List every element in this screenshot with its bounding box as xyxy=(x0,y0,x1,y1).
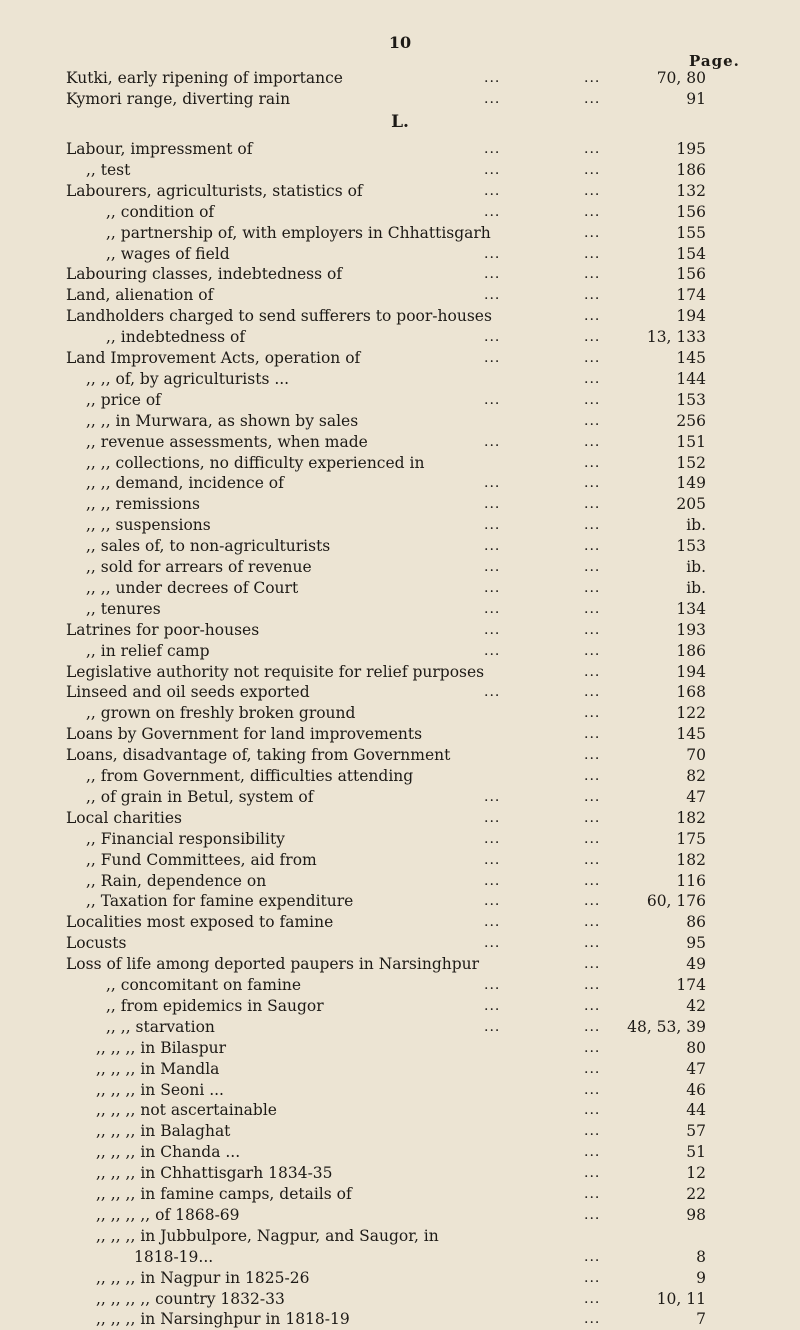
entry-text: ,, ,, ,, not ascertainable xyxy=(96,1101,277,1120)
leader-dots: ... xyxy=(484,329,501,346)
entry-page-ref: 144 xyxy=(676,369,706,388)
entry-page-ref: 91 xyxy=(686,89,706,108)
leader-dots: ... xyxy=(584,1290,601,1307)
leader-dots: ... xyxy=(584,935,601,952)
entry-text: ,, ,, ,, in famine camps, details of xyxy=(96,1185,352,1203)
index-entry xyxy=(0,1080,800,1101)
leader-dots: ... xyxy=(584,370,601,387)
leader-dots: ... xyxy=(484,496,501,513)
leader-dots: ... xyxy=(484,245,501,262)
leader-dots: ... xyxy=(584,1144,601,1161)
index-entry xyxy=(0,662,800,683)
leader-dots: ... xyxy=(584,621,601,638)
entry-text: ,, ,, ,, ,, of 1868-69 xyxy=(96,1205,240,1224)
entry-page-ref: 151 xyxy=(676,432,706,451)
index-entry xyxy=(0,599,800,620)
entry-page-ref: 174 xyxy=(676,286,706,305)
index-entry xyxy=(0,1289,800,1310)
leader-dots: ... xyxy=(584,90,601,107)
index-entry xyxy=(0,306,800,327)
leader-dots: ... xyxy=(584,308,601,325)
leader-dots: ... xyxy=(584,663,601,680)
entry-page-ref: 116 xyxy=(676,871,706,890)
entry-page-ref: 10, 11 xyxy=(656,1289,706,1308)
leader-dots: ... xyxy=(484,203,501,220)
index-entry xyxy=(0,682,800,703)
entry-text: ,, Financial responsibility xyxy=(86,829,285,848)
index-entry xyxy=(0,1247,800,1268)
entry-text: Loans by Government for land improvements xyxy=(66,725,423,744)
entry-text: Land Improvement Acts, operation of xyxy=(66,349,361,367)
entry-page-ref: 149 xyxy=(676,474,706,493)
leader-dots: ... xyxy=(484,90,501,107)
entry-page-ref: 46 xyxy=(686,1080,706,1099)
entry-page-ref: 122 xyxy=(676,704,706,723)
entry-page-ref: 153 xyxy=(676,390,706,409)
entry-text: ,, Fund Committees, aid from xyxy=(86,850,317,869)
entry-text: ,, ,, ,, in Jubbulpore, Nagpur, and Saugor, in xyxy=(96,1226,439,1245)
leader-dots: ... xyxy=(484,684,501,701)
leader-dots: ... xyxy=(584,768,601,784)
leader-dots: ... xyxy=(584,1018,601,1035)
entry-page-ref: 186 xyxy=(676,160,706,179)
index-entry xyxy=(0,620,800,641)
leader-dots: ... xyxy=(484,1018,501,1035)
entry-page-ref: 145 xyxy=(676,725,706,744)
index-entry xyxy=(0,223,800,244)
leader-dots: ... xyxy=(584,391,601,408)
entry-text: ,, ,, ,, in Seoni ... xyxy=(96,1080,224,1099)
leader-dots: ... xyxy=(584,684,601,701)
index-entry xyxy=(0,1309,800,1330)
entry-page-ref: 86 xyxy=(686,913,706,932)
entry-page-ref: 195 xyxy=(676,140,706,158)
index-entry xyxy=(0,285,800,306)
leader-dots: ... xyxy=(584,161,601,178)
leader-dots: ... xyxy=(584,600,601,617)
index-entry xyxy=(0,912,800,933)
leader-dots: ... xyxy=(584,70,601,86)
leader-dots: ... xyxy=(584,1311,601,1328)
entry-text: ,, ,, demand, incidence of xyxy=(86,474,284,493)
entry-text: Locusts xyxy=(66,934,127,953)
index-entry xyxy=(0,891,800,912)
entry-page-ref: 168 xyxy=(676,683,706,702)
index-entry xyxy=(0,139,800,160)
leader-dots: ... xyxy=(584,788,601,805)
leader-dots: ... xyxy=(484,914,501,931)
index-entry xyxy=(0,181,800,202)
entry-page-ref: 256 xyxy=(676,411,706,430)
entry-text: ,, wages of field xyxy=(106,244,230,263)
leader-dots: ... xyxy=(484,893,501,910)
entry-text: ,, ,, ,, in Bilaspur xyxy=(96,1038,227,1057)
index-entry xyxy=(0,724,800,745)
entry-text: Loans, disadvantage of, taking from Government xyxy=(66,746,451,765)
leader-dots: ... xyxy=(584,141,601,157)
leader-dots: ... xyxy=(484,809,501,826)
leader-dots: ... xyxy=(584,956,601,973)
leader-dots: ... xyxy=(584,559,601,575)
entry-text: ,, from epidemics in Saugor xyxy=(106,996,324,1015)
index-entry xyxy=(0,871,800,892)
entry-text: ,, sold for arrears of revenue xyxy=(86,558,312,576)
entry-page-ref: 155 xyxy=(676,223,706,242)
index-entry xyxy=(0,348,800,369)
entry-text: ,, revenue assessments, when made xyxy=(86,432,368,451)
index-entry xyxy=(0,264,800,285)
leader-dots: ... xyxy=(484,538,501,555)
entry-page-ref: 182 xyxy=(676,850,706,869)
leader-dots: ... xyxy=(584,329,601,346)
entry-text: ,, condition of xyxy=(106,202,215,221)
index-entry xyxy=(0,411,800,432)
index-entry xyxy=(0,641,800,662)
entry-text: Legislative authority not requisite for relief purposes xyxy=(66,662,485,681)
leader-dots: ... xyxy=(484,600,501,617)
entry-text: ,, ,, ,, ,, country 1832-33 xyxy=(96,1289,285,1308)
index-entry xyxy=(0,494,800,515)
entry-text: ,, ,, starvation xyxy=(106,1017,215,1036)
leader-dots: ... xyxy=(584,203,601,220)
index-entry xyxy=(0,933,800,954)
index-entry xyxy=(0,453,800,474)
entry-page-ref: 48, 53, 39 xyxy=(627,1017,706,1036)
entry-text: ,, grown on freshly broken ground xyxy=(86,704,356,723)
entry-page-ref: 153 xyxy=(676,537,706,556)
entry-page-ref: 8 xyxy=(696,1247,706,1266)
entry-text: ,, ,, ,, in Mandla xyxy=(96,1059,220,1078)
entry-text: ,, in relief camp xyxy=(86,641,210,660)
leader-dots: ... xyxy=(584,893,601,910)
leader-dots: ... xyxy=(484,287,501,304)
index-entry xyxy=(0,432,800,453)
entry-page-ref: 132 xyxy=(676,181,706,200)
leader-dots: ... xyxy=(584,1060,601,1077)
entry-page-ref: 156 xyxy=(676,202,706,221)
entry-text: ,, ,, suspensions xyxy=(86,516,211,535)
entry-text: ,, ,, under decrees of Court xyxy=(86,578,299,597)
index-entry xyxy=(0,787,800,808)
entry-page-ref: 95 xyxy=(686,934,706,953)
entry-text: ,, ,, remissions xyxy=(86,495,200,514)
leader-dots: ... xyxy=(584,747,601,764)
index-entry xyxy=(0,202,800,223)
leader-dots: ... xyxy=(584,1269,601,1286)
entry-text: ,, ,, in Murwara, as shown by sales xyxy=(86,411,359,430)
leader-dots: ... xyxy=(584,705,601,722)
entry-text: Labourers, agriculturists, statistics of xyxy=(66,181,363,200)
leader-dots: ... xyxy=(584,1081,601,1098)
entry-text: ,, tenures xyxy=(86,599,161,618)
entry-text: Landholders charged to send sufferers to poor-houses xyxy=(66,307,492,326)
leader-dots: ... xyxy=(484,579,501,596)
leader-dots: ... xyxy=(584,496,601,513)
leader-dots: ... xyxy=(484,70,501,86)
leader-dots: ... xyxy=(584,1165,601,1182)
entry-page-ref: 13, 133 xyxy=(646,328,706,347)
index-entry xyxy=(0,745,800,766)
entry-text: ,, price of xyxy=(86,390,161,409)
index-entry xyxy=(0,829,800,850)
leader-dots: ... xyxy=(484,475,501,492)
section-letter: L. xyxy=(391,112,409,132)
index-entry xyxy=(0,1121,800,1142)
entry-text: Localities most exposed to famine xyxy=(66,913,334,932)
leader-dots: ... xyxy=(584,517,601,534)
index-entry xyxy=(0,1017,800,1038)
index-entry xyxy=(0,808,800,829)
entry-page-ref: 42 xyxy=(686,996,706,1015)
entry-page-ref: 57 xyxy=(686,1122,706,1141)
entry-text: ,, of grain in Betul, system of xyxy=(86,787,314,806)
index-entry xyxy=(0,703,800,724)
index-entry xyxy=(0,244,800,265)
entry-page-ref: 186 xyxy=(676,641,706,660)
index-entry xyxy=(0,68,800,89)
entry-page-ref: 175 xyxy=(676,829,706,848)
leader-dots: ... xyxy=(584,454,601,471)
entry-page-ref: 205 xyxy=(676,495,706,514)
entry-page-ref: 51 xyxy=(686,1143,706,1162)
leader-dots: ... xyxy=(484,433,501,450)
leader-dots: ... xyxy=(584,350,601,366)
entry-text: Land, alienation of xyxy=(66,286,214,305)
entry-text: Loss of life among deported paupers in Narsinghpur xyxy=(66,955,480,974)
leader-dots: ... xyxy=(484,621,501,638)
entry-page-ref: 145 xyxy=(676,349,706,367)
entry-page-ref: 134 xyxy=(676,599,706,618)
leader-dots: ... xyxy=(584,579,601,596)
entry-page-ref: ib. xyxy=(686,578,706,597)
entry-text: ,, ,, of, by agriculturists ... xyxy=(86,369,290,388)
index-entry xyxy=(0,515,800,536)
index-entry xyxy=(0,578,800,599)
leader-dots: ... xyxy=(584,809,601,826)
entry-text: ,, ,, ,, in Balaghat xyxy=(96,1122,231,1141)
leader-dots: ... xyxy=(584,1039,601,1056)
index-entry xyxy=(0,557,800,578)
entry-page-ref: 156 xyxy=(676,265,706,284)
entry-text: ,, ,, ,, in Narsinghpur in 1818-19 xyxy=(96,1310,350,1329)
index-entry xyxy=(0,536,800,557)
entry-text: ,, partnership of, with employers in Chhattisgarh xyxy=(106,223,491,242)
leader-dots: ... xyxy=(484,997,501,1014)
index-entry xyxy=(0,1226,800,1247)
entry-page-ref: 182 xyxy=(676,808,706,827)
index-entry xyxy=(0,1059,800,1080)
entry-text: ,, concomitant on famine xyxy=(106,976,302,994)
index-entry xyxy=(0,390,800,411)
entry-text: Local charities xyxy=(66,808,183,827)
entry-page-ref: 193 xyxy=(676,620,706,639)
leader-dots: ... xyxy=(584,1186,601,1202)
leader-dots: ... xyxy=(484,851,501,868)
entry-page-ref: 70, 80 xyxy=(656,69,706,87)
entry-page-ref: 174 xyxy=(676,976,706,994)
page-column-header: Page. xyxy=(689,52,740,70)
entry-page-ref: 80 xyxy=(686,1038,706,1057)
leader-dots: ... xyxy=(484,350,501,366)
leader-dots: ... xyxy=(584,997,601,1014)
leader-dots: ... xyxy=(584,1248,601,1265)
index-entry xyxy=(0,954,800,975)
entry-page-ref: 22 xyxy=(686,1185,706,1203)
entry-text: ,, test xyxy=(86,160,131,179)
index-entry xyxy=(0,89,800,110)
leader-dots: ... xyxy=(584,642,601,659)
index-entry xyxy=(0,850,800,871)
leader-dots: ... xyxy=(484,517,501,534)
entry-page-ref: 152 xyxy=(676,453,706,472)
index-entry xyxy=(0,160,800,181)
entry-page-ref: 49 xyxy=(686,955,706,974)
entry-page-ref: 82 xyxy=(686,767,706,785)
entry-text: 1818-19... xyxy=(134,1247,214,1266)
leader-dots: ... xyxy=(584,287,601,304)
entry-page-ref: 98 xyxy=(686,1205,706,1224)
index-entry xyxy=(0,327,800,348)
entry-text: Labour, impressment of xyxy=(66,140,253,158)
leader-dots: ... xyxy=(584,412,601,429)
entry-text: ,, Taxation for famine expenditure xyxy=(86,892,354,911)
entry-text: ,, Rain, dependence on xyxy=(86,871,267,890)
leader-dots: ... xyxy=(584,1123,601,1140)
index-entry xyxy=(0,1163,800,1184)
entry-text: ,, ,, collections, no difficulty experienced in xyxy=(86,453,425,472)
leader-dots: ... xyxy=(484,391,501,408)
entry-text: Latrines for poor-houses xyxy=(66,620,260,639)
leader-dots: ... xyxy=(584,266,601,283)
leader-dots: ... xyxy=(484,559,501,575)
entry-page-ref: 7 xyxy=(696,1310,706,1329)
entry-page-ref: 47 xyxy=(686,787,706,806)
leader-dots: ... xyxy=(584,872,601,889)
leader-dots: ... xyxy=(584,726,601,743)
leader-dots: ... xyxy=(484,161,501,178)
entry-page-ref: 70 xyxy=(686,746,706,765)
entry-page-ref: 44 xyxy=(686,1101,706,1120)
index-entry xyxy=(0,1205,800,1226)
index-entry xyxy=(0,473,800,494)
entry-page-ref: ib. xyxy=(686,558,706,576)
entry-text: ,, sales of, to non-agriculturists xyxy=(86,537,331,556)
leader-dots: ... xyxy=(584,977,601,993)
leader-dots: ... xyxy=(584,182,601,199)
entry-text: Kymori range, diverting rain xyxy=(66,89,291,108)
index-entry xyxy=(0,1184,800,1205)
entry-page-ref: 47 xyxy=(686,1059,706,1078)
entry-text: ,, ,, ,, in Chanda ... xyxy=(96,1143,241,1162)
index-entry xyxy=(0,975,800,996)
entry-page-ref: ib. xyxy=(686,516,706,535)
leader-dots: ... xyxy=(584,914,601,931)
entry-page-ref: 154 xyxy=(676,244,706,263)
entry-text: ,, indebtedness of xyxy=(106,328,246,347)
index-entry xyxy=(0,766,800,787)
leader-dots: ... xyxy=(584,1206,601,1223)
leader-dots: ... xyxy=(484,182,501,199)
leader-dots: ... xyxy=(584,245,601,262)
leader-dots: ... xyxy=(584,224,601,241)
entry-page-ref: 12 xyxy=(686,1164,706,1183)
leader-dots: ... xyxy=(484,266,501,283)
entry-text: Labouring classes, indebtedness of xyxy=(66,265,343,284)
leader-dots: ... xyxy=(484,642,501,659)
leader-dots: ... xyxy=(484,977,501,993)
leader-dots: ... xyxy=(484,788,501,805)
entry-text: Linseed and oil seeds exported xyxy=(66,683,310,702)
leader-dots: ... xyxy=(584,433,601,450)
entry-page-ref: 9 xyxy=(696,1268,706,1287)
index-entry xyxy=(0,1142,800,1163)
leader-dots: ... xyxy=(484,141,501,157)
entry-page-ref: 194 xyxy=(676,307,706,326)
leader-dots: ... xyxy=(484,830,501,847)
index-entry xyxy=(0,369,800,390)
leader-dots: ... xyxy=(584,851,601,868)
leader-dots: ... xyxy=(584,538,601,555)
entry-text: ,, ,, ,, in Nagpur in 1825-26 xyxy=(96,1268,310,1287)
entry-text: ,, ,, ,, in Chhattisgarh 1834-35 xyxy=(96,1164,333,1183)
leader-dots: ... xyxy=(484,935,501,952)
entry-text: ,, from Government, difficulties attending xyxy=(86,767,414,785)
leader-dots: ... xyxy=(584,475,601,492)
index-entry xyxy=(0,1100,800,1121)
leader-dots: ... xyxy=(584,1102,601,1119)
index-entry xyxy=(0,996,800,1017)
leader-dots: ... xyxy=(484,872,501,889)
entry-text: Kutki, early ripening of importance xyxy=(66,69,343,87)
index-entry xyxy=(0,1268,800,1289)
entry-page-ref: 194 xyxy=(676,662,706,681)
leader-dots: ... xyxy=(584,830,601,847)
page-number: 10 xyxy=(388,33,412,52)
entry-page-ref: 60, 176 xyxy=(646,892,706,911)
index-entry xyxy=(0,1038,800,1059)
